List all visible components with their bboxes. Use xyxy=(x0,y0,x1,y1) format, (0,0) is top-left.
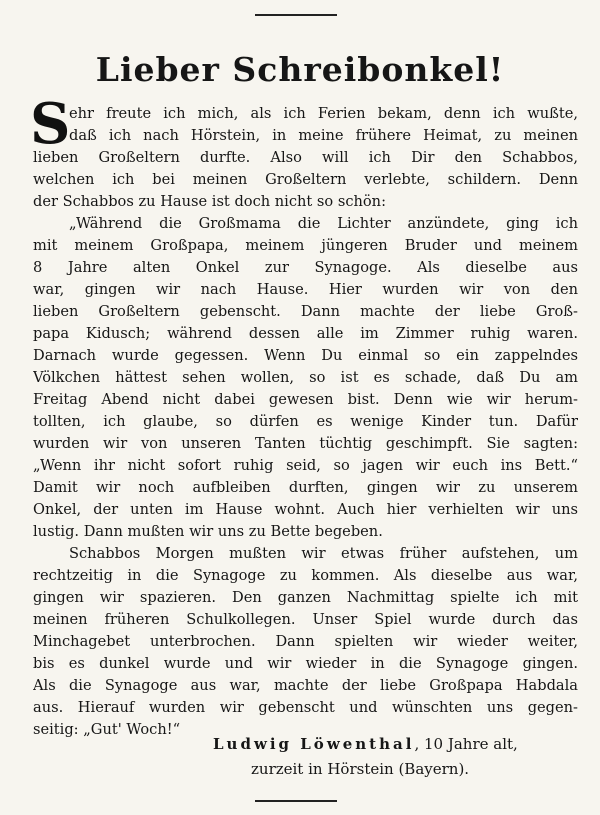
text-line: lieben Großeltern gebenscht. Dann machte der liebe Groß- xyxy=(33,303,578,320)
text-line: welchen ich bei meinen Großeltern verlebte, schildern. Denn xyxy=(33,171,578,188)
text-line: wurden wir von unseren Tanten tüchtig geschimpft. Sie sagten: xyxy=(33,435,578,452)
text-line: seitig: „Gut' Woch!“ xyxy=(33,721,181,738)
text-line: gingen wir spazieren. Den ganzen Nachmittag spielte ich mit xyxy=(33,589,578,606)
text-line: Minchagebet unterbrochen. Dann spielten wir wieder weiter, xyxy=(33,633,578,650)
text-line: meinen früheren Schulkollegen. Unser Spiel wurde durch das xyxy=(33,611,578,628)
text-line: papa Kidusch; während dessen alle im Zimmer ruhig waren. xyxy=(33,325,578,342)
text-line: Freitag Abend nicht dabei gewesen bist. Denn wie wir herum- xyxy=(33,391,578,408)
text-line: lieben Großeltern durfte. Also will ich Dir den Schabbos, xyxy=(33,149,578,166)
text-line: ehr freute ich mich, als ich Ferien bekam, denn ich wußte, xyxy=(69,105,578,122)
text-line: rechtzeitig in die Synagoge zu kommen. Als dieselbe aus war, xyxy=(33,567,578,584)
text-line: bis es dunkel wurde und wir wieder in die Synagoge gingen. xyxy=(33,655,578,672)
drop-cap: S xyxy=(30,91,71,157)
bottom-divider xyxy=(255,800,337,802)
signature-name-line xyxy=(213,733,518,755)
text-line: Schabbos Morgen mußten wir etwas früher aufstehen, um xyxy=(69,545,578,562)
text-line: mit meinem Großpapa, meinem jüngeren Bruder und meinem xyxy=(33,237,578,254)
author-name: Ludwig Löwenthal xyxy=(213,735,415,753)
text-line: war, gingen wir nach Hause. Hier wurden wir von den xyxy=(33,281,578,298)
text-line: Als die Synagoge aus war, machte der liebe Großpapa Habdala xyxy=(33,677,578,694)
text-line: Darnach wurde gegessen. Wenn Du einmal so ein zappelndes xyxy=(33,347,578,364)
text-line: „Wenn ihr nicht sofort ruhig seid, so jagen wir euch ins Bett.“ xyxy=(33,457,578,474)
text-line: Onkel, der unten im Hause wohnt. Auch hier verhielten wir uns xyxy=(33,501,578,518)
text-line: Damit wir noch aufbleiben durften, gingen wir zu unserem xyxy=(33,479,578,496)
top-divider xyxy=(255,14,337,16)
text-line: 8 Jahre alten Onkel zur Synagoge. Als dieselbe aus xyxy=(33,259,578,276)
author-age: , 10 Jahre alt, xyxy=(414,735,518,753)
letter-title: Lieber Schreibonkel! xyxy=(95,50,505,89)
text-line: lustig. Dann mußten wir uns zu Bette begeben. xyxy=(33,523,383,540)
author-location: zurzeit in Hörstein (Bayern). xyxy=(251,760,470,778)
text-line: der Schabbos zu Hause ist doch nicht so schön: xyxy=(33,193,387,210)
letter-body xyxy=(30,91,578,741)
text-line: Völkchen hättest sehen wollen, so ist es schade, daß Du am xyxy=(33,369,578,386)
text-line: aus. Hierauf wurden wir gebenscht und wünschten uns gegen- xyxy=(33,699,578,716)
text-line: daß ich nach Hörstein, in meine frühere Heimat, zu meinen xyxy=(69,127,578,144)
text-line: tollten, ich glaube, so dürfen es wenige Kinder tun. Dafür xyxy=(33,413,578,430)
text-line: „Während die Großmama die Lichter anzündete, ging ich xyxy=(69,215,578,232)
